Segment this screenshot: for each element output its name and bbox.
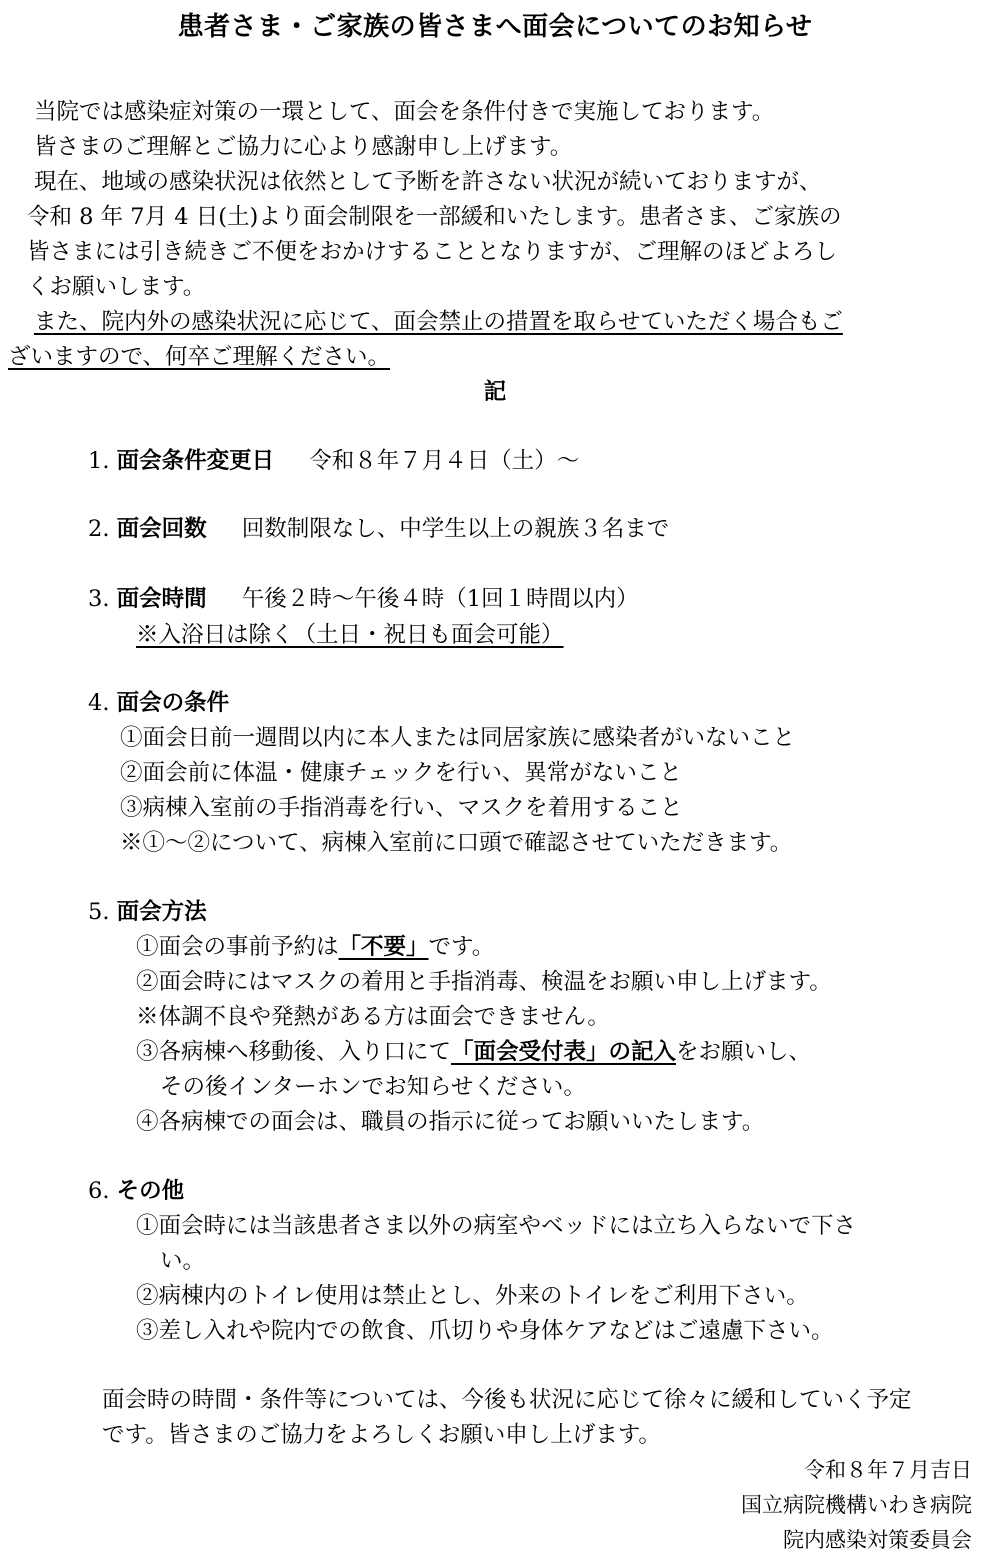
item-6 xyxy=(88,1174,184,1208)
method-line: その後インターホンでお知らせください。 xyxy=(160,1074,586,1100)
other-line: ①面会時には当該患者さま以外の病室やベッドには立ち入らないで下さ xyxy=(136,1213,857,1239)
closing-line: 面会時の時間・条件等については、今後も状況に応じて徐々に緩和していく予定 xyxy=(102,1387,912,1413)
intro-line: 当院では感染症対策の一環として、面会を条件付きで実施しております。 xyxy=(34,99,775,125)
item-4 xyxy=(88,686,229,720)
intro-line: 現在、地域の感染状況は依然として予断を許さない状況が続いておりますが、 xyxy=(34,169,822,195)
method-line: ④各病棟での面会は、職員の指示に従ってお願いいたします。 xyxy=(136,1109,765,1135)
method-text: ③各病棟へ移動後、入り口にて xyxy=(136,1039,452,1065)
condition-line: ②面会前に体温・健康チェックを行い、異常がないこと xyxy=(120,760,682,786)
item-number: 4. xyxy=(88,690,110,716)
page-title: 患者さま・ご家族の皆さまへ面会についてのお知らせ xyxy=(177,12,813,42)
item-number: 2. xyxy=(88,516,110,542)
intro-line: くお願いします。 xyxy=(27,274,206,300)
signature-org: 国立病院機構いわき病院 xyxy=(741,1493,972,1517)
item-2 xyxy=(88,512,669,546)
method-text: をお願いし、 xyxy=(676,1039,812,1065)
emphasis-text: 「面会受付表」の記入 xyxy=(451,1039,677,1065)
item-heading: 面会時間 xyxy=(116,586,207,612)
closing-line: です。皆さまのご協力をよろしくお願い申し上げます。 xyxy=(102,1422,661,1448)
item-1 xyxy=(88,444,579,478)
intro-line: 令和 8 年 7月 4 日(土)より面会制限を一部緩和いたします。患者さま、ご家族の xyxy=(27,204,842,230)
intro-line: 皆さまには引き続きご不便をおかけすることとなりますが、ご理解のほどよろし xyxy=(27,239,838,265)
intro-line: 皆さまのご理解とご協力に心より感謝申し上げます。 xyxy=(34,134,573,160)
item-3 xyxy=(88,582,639,616)
item-number: 1. xyxy=(88,448,110,474)
intro-underlined-line: また、院内外の感染状況に応じて、面会禁止の措置を取らせていただく場合もご xyxy=(34,309,843,335)
other-line: ③差し入れや院内での飲食、爪切りや身体ケアなどはご遠慮下さい。 xyxy=(136,1318,834,1344)
item-5 xyxy=(88,895,207,929)
signature-committee: 院内感染対策委員会 xyxy=(783,1528,972,1552)
intro-underlined-line: ざいますので、何卒ご理解ください。 xyxy=(8,344,391,370)
item-heading: 面会方法 xyxy=(116,899,207,925)
item-number: 6. xyxy=(88,1178,110,1204)
ki-heading: 記 xyxy=(483,379,507,405)
item-text: 令和８年７月４日（土）～ xyxy=(309,448,580,474)
method-text: ①面会の事前予約は xyxy=(136,934,339,960)
method-line xyxy=(136,930,494,964)
method-line xyxy=(136,1035,811,1069)
item-heading: その他 xyxy=(116,1178,185,1204)
method-line: ②面会時にはマスクの着用と手指消毒、検温をお願い申し上げます。 xyxy=(136,969,832,995)
emphasis-text: 「不要」 xyxy=(338,934,429,960)
method-note: ※体調不良や発熱がある方は面会できません。 xyxy=(136,1004,610,1030)
item-3-note: ※入浴日は除く（土日・祝日も面会可能） xyxy=(136,622,564,648)
item-text: 回数制限なし、中学生以上の親族３名まで xyxy=(241,516,670,542)
other-line: ②病棟内のトイレ使用は禁止とし、外来のトイレをご利用下さい。 xyxy=(136,1283,809,1309)
item-heading: 面会条件変更日 xyxy=(116,448,275,474)
condition-line: ①面会日前一週間以内に本人または同居家族に感染者がいないこと xyxy=(120,725,796,751)
item-heading: 面会回数 xyxy=(116,516,207,542)
method-text: です。 xyxy=(428,934,495,960)
item-number: 5. xyxy=(88,899,110,925)
condition-line: ③病棟入室前の手指消毒を行い、マスクを着用すること xyxy=(120,795,683,821)
condition-note: ※①～②について、病棟入室前に口頭で確認させていただきます。 xyxy=(120,830,793,856)
item-heading: 面会の条件 xyxy=(116,690,230,716)
other-line: い。 xyxy=(160,1248,206,1274)
signature-date: 令和８年７月吉日 xyxy=(804,1458,972,1482)
item-number: 3. xyxy=(88,586,110,612)
item-text: 午後２時～午後４時（1回１時間以内） xyxy=(241,586,639,612)
